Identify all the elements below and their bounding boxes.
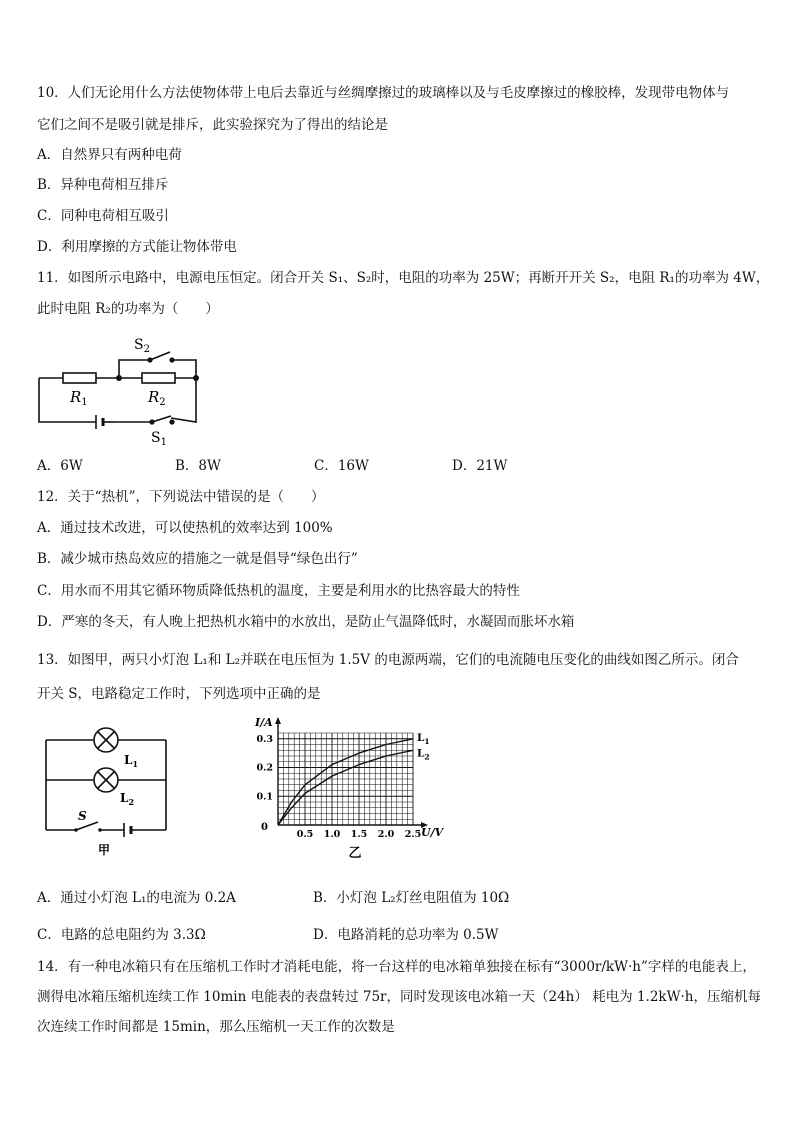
series-line-l1 <box>278 739 413 825</box>
q13-option-b: B．小灯泡 L₂灯丝电阻值为 10Ω <box>313 890 510 906</box>
q14-stem-line2: 测得电冰箱压缩机连续工作 10min 电能表的表盘转过 75r，同时发现该电冰箱一天（24h） 耗电为 1.2kW·h，压缩机每 <box>37 989 761 1005</box>
q13-option-a: A．通过小灯泡 L₁的电流为 0.2A <box>37 890 236 906</box>
q13-stem-line1: 13．如图甲，两只小灯泡 L₁和 L₂并联在电压恒为 1.5V 的电源两端，它们的电流随电压变化的曲线如图乙所示。闭合 <box>37 652 739 668</box>
q13-iv-chart <box>245 712 460 862</box>
series-label-l2: $L_2$ <box>417 747 430 762</box>
q12-option-d: D．严寒的冬天，有人晚上把热机水箱中的水放出，是防止气温降低时，水凝固而胀坏水箱 <box>37 614 575 630</box>
q13-option-c: C．电路的总电阻约为 3.3Ω <box>37 927 206 943</box>
q13-s-label: S <box>78 809 87 823</box>
q13-circuit-jia <box>38 722 178 860</box>
x-tick-label: 2.0 <box>377 829 395 840</box>
q13-l2-label: $L_2$ <box>120 791 135 807</box>
q11-s2-label: $S_2$ <box>134 337 150 355</box>
q11-option-a: A．6W <box>37 458 83 474</box>
chart-axes <box>275 717 428 828</box>
q11-stem-line2: 此时电阻 R₂的功率为（ ） <box>37 301 219 317</box>
q12-option-b: B．减少城市热岛效应的措施之一就是倡导“绿色出行” <box>37 551 358 567</box>
q10-stem-line1: 10．人们无论用什么方法使物体带上电后去靠近与丝绸摩擦过的玻璃棒以及与毛皮摩擦过的橡胶棒，发现带电物体与 <box>37 85 730 101</box>
chart-origin-label: 0 <box>261 822 268 833</box>
q11-option-d: D．21W <box>452 458 508 474</box>
q11-junction-right <box>193 375 199 381</box>
q13-stem-line2: 开关 S，电路稳定工作时，下列选项中正确的是 <box>37 686 321 702</box>
y-tick-label: 0.3 <box>256 733 273 745</box>
q12-option-c: C．用水而不用其它循环物质降低热机的温度，主要是利用水的比热容最大的特性 <box>37 583 520 599</box>
q13-caption-jia: 甲 <box>98 843 111 857</box>
q10-option-a: A．自然界只有两种电荷 <box>37 147 182 163</box>
y-axis-arrow <box>275 717 281 724</box>
q12-option-a: A．通过技术改进，可以使热机的效率达到 100% <box>37 520 333 536</box>
q10-stem-line2: 它们之间不是吸引就是排斥，此实验探究为了得出的结论是 <box>37 117 388 133</box>
q14-stem-line3: 次连续工作时间都是 15min，那么压缩机一天工作的次数是 <box>37 1019 395 1035</box>
q10-option-c: C．同种电荷相互吸引 <box>37 208 169 224</box>
q11-junction-left <box>116 375 122 381</box>
q13-l1-label: $L_1$ <box>124 753 139 769</box>
q12-stem: 12．关于“热机”，下列说法中错误的是（ ） <box>37 489 325 505</box>
q13-option-d: D．电路消耗的总功率为 0.5W <box>313 927 499 943</box>
q11-r1-label: $R_1$ <box>70 388 88 408</box>
q11-s1-label: $S_1$ <box>151 430 167 448</box>
q11-option-b: B．8W <box>175 458 221 474</box>
q11-option-c: C．16W <box>314 458 369 474</box>
y-tick-label: 0.1 <box>256 791 273 803</box>
q10-option-d: D．利用摩擦的方式能让物体带电 <box>37 239 237 255</box>
q14-stem-line1: 14．有一种电冰箱只有在压缩机工作时才消耗电能，将一台这样的电冰箱单独接在标有“3000r/kW·h”字样的电能表上， <box>37 959 756 975</box>
q11-circuit-diagram <box>30 330 210 450</box>
q11-r2-label: $R_2$ <box>148 388 166 408</box>
series-label-l1: $L_1$ <box>417 731 430 746</box>
x-tick-label: 2.5 <box>404 829 422 840</box>
chart-grid <box>278 733 413 825</box>
chart-ylabel: I/A <box>255 716 273 729</box>
x-tick-label: 0.5 <box>296 829 314 840</box>
y-tick-label: 0.2 <box>256 762 273 774</box>
chart-title: 乙 <box>348 846 362 861</box>
q11-stem-line1: 11．如图所示电路中，电源电压恒定。闭合开关 S₁、S₂时，电阻的功率为 25W；再断开开关 S₂，电阻 R₁的功率为 4W， <box>37 270 770 286</box>
x-tick-label: 1.0 <box>323 829 341 840</box>
x-tick-label: 1.5 <box>350 829 368 840</box>
chart-xlabel: U/V <box>421 826 444 839</box>
q10-option-b: B．异种电荷相互排斥 <box>37 177 169 193</box>
